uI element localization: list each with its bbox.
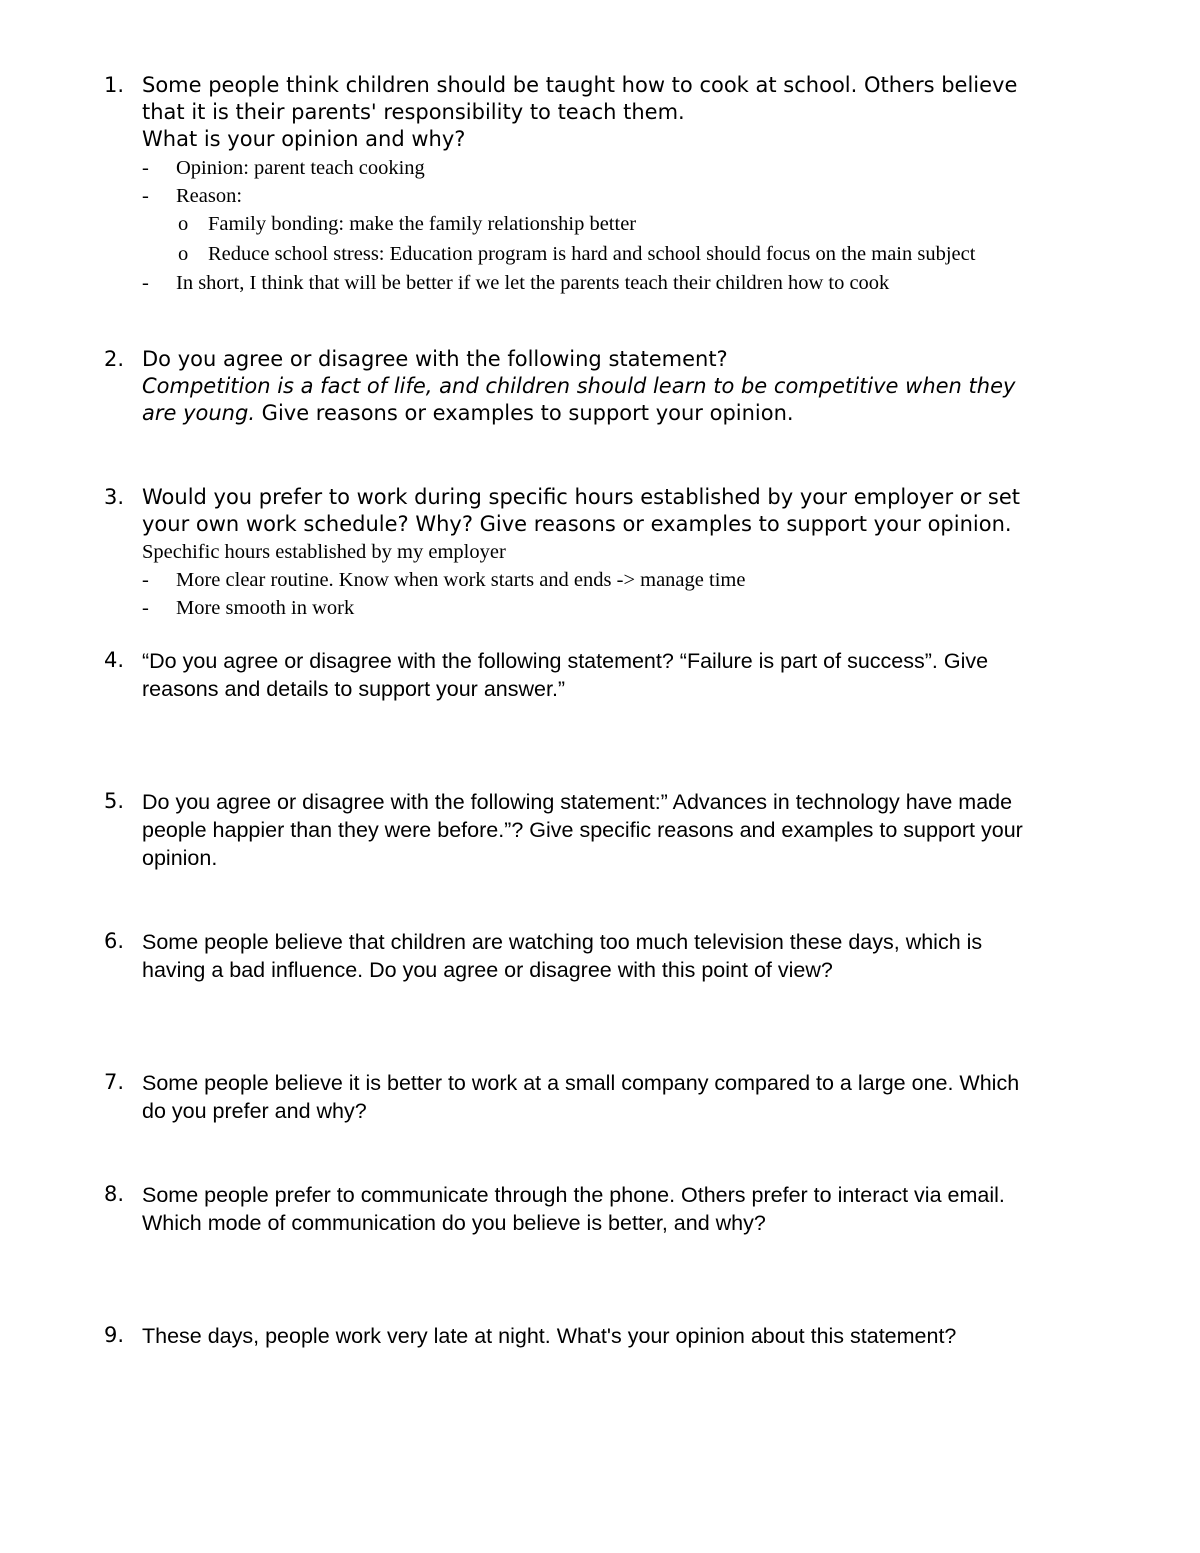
question-text: Some people think children should be taught how to cook at school. Others believe xyxy=(142,73,1018,97)
question-text: Give reasons or examples to support your opinion. xyxy=(255,401,794,425)
dash-bullet: - xyxy=(142,272,149,294)
sub-note-item: Family bonding: make the family relationship better xyxy=(208,213,637,235)
question-6 xyxy=(104,928,1144,984)
answer-notes xyxy=(142,538,1144,622)
question-5 xyxy=(104,788,1144,872)
dash-bullet: - xyxy=(142,185,149,207)
question-1 xyxy=(104,72,1144,297)
dash-bullet: - xyxy=(142,157,149,179)
question-number: 3. xyxy=(104,485,125,509)
question-number: 2. xyxy=(104,347,125,371)
answer-notes xyxy=(142,154,1144,297)
note-item: Opinion: parent teach cooking xyxy=(176,157,425,179)
dash-bullet: - xyxy=(142,569,149,591)
question-number: 7. xyxy=(104,1070,125,1094)
question-text: Do you agree or disagree with the following statement? xyxy=(142,347,728,371)
question-text: Would you prefer to work during specific hours established by your employer or set xyxy=(142,485,1021,509)
circle-bullet: o xyxy=(178,243,189,265)
question-number: 8. xyxy=(104,1182,125,1206)
dash-bullet: - xyxy=(142,597,149,619)
question-number: 6. xyxy=(104,929,125,953)
circle-bullet: o xyxy=(178,213,189,235)
question-number: 1. xyxy=(104,73,125,97)
question-text: having a bad influence. Do you agree or disagree with this point of view? xyxy=(142,958,833,982)
question-text: people happier than they were before.”? Give specific reasons and examples to support your xyxy=(142,818,1023,842)
question-text: that it is their parents' responsibility to teach them. xyxy=(142,100,685,124)
question-text: What is your opinion and why? xyxy=(142,127,466,151)
question-text: opinion. xyxy=(142,846,218,870)
question-number: 5. xyxy=(104,789,125,813)
question-text: Which mode of communication do you believe is better, and why? xyxy=(142,1211,766,1235)
question-text: Some people prefer to communicate through the phone. Others prefer to interact via email. xyxy=(142,1183,1005,1207)
question-number: 9. xyxy=(104,1323,125,1347)
question-number: 4. xyxy=(104,648,125,672)
note-item: Reason: xyxy=(176,185,243,207)
question-4 xyxy=(104,647,1144,703)
question-text: do you prefer and why? xyxy=(142,1099,367,1123)
note-item: More smooth in work xyxy=(176,597,355,619)
question-9 xyxy=(104,1322,1144,1350)
question-8 xyxy=(104,1181,1144,1237)
answer-text: Spechific hours established by my employer xyxy=(142,541,506,563)
sub-note-item: Reduce school stress: Education program is hard and school should focus on the main subject xyxy=(208,243,976,265)
question-text: These days, people work very late at night. What's your opinion about this statement? xyxy=(142,1324,957,1348)
question-text: “Do you agree or disagree with the following statement? “Failure is part of success”. Give xyxy=(142,649,989,673)
question-text: Some people believe it is better to work at a small company compared to a large one. Which xyxy=(142,1071,1020,1095)
note-item: In short, I think that will be better if we let the parents teach their children how to cook xyxy=(176,272,890,294)
quoted-statement: Competition is a fact of life, and children should learn to be competitive when they xyxy=(142,374,1016,398)
question-3 xyxy=(104,484,1144,622)
question-text: reasons and details to support your answer.” xyxy=(142,677,566,701)
quoted-statement: are young. xyxy=(142,401,255,425)
question-7 xyxy=(104,1069,1144,1125)
question-2 xyxy=(104,346,1144,427)
question-text: Some people believe that children are watching too much television these days, which is xyxy=(142,930,983,954)
question-text: your own work schedule? Why? Give reasons or examples to support your opinion. xyxy=(142,512,1012,536)
question-text: Do you agree or disagree with the following statement:” Advances in technology have made xyxy=(142,790,1013,814)
note-item: More clear routine. Know when work starts and ends -> manage time xyxy=(176,569,746,591)
